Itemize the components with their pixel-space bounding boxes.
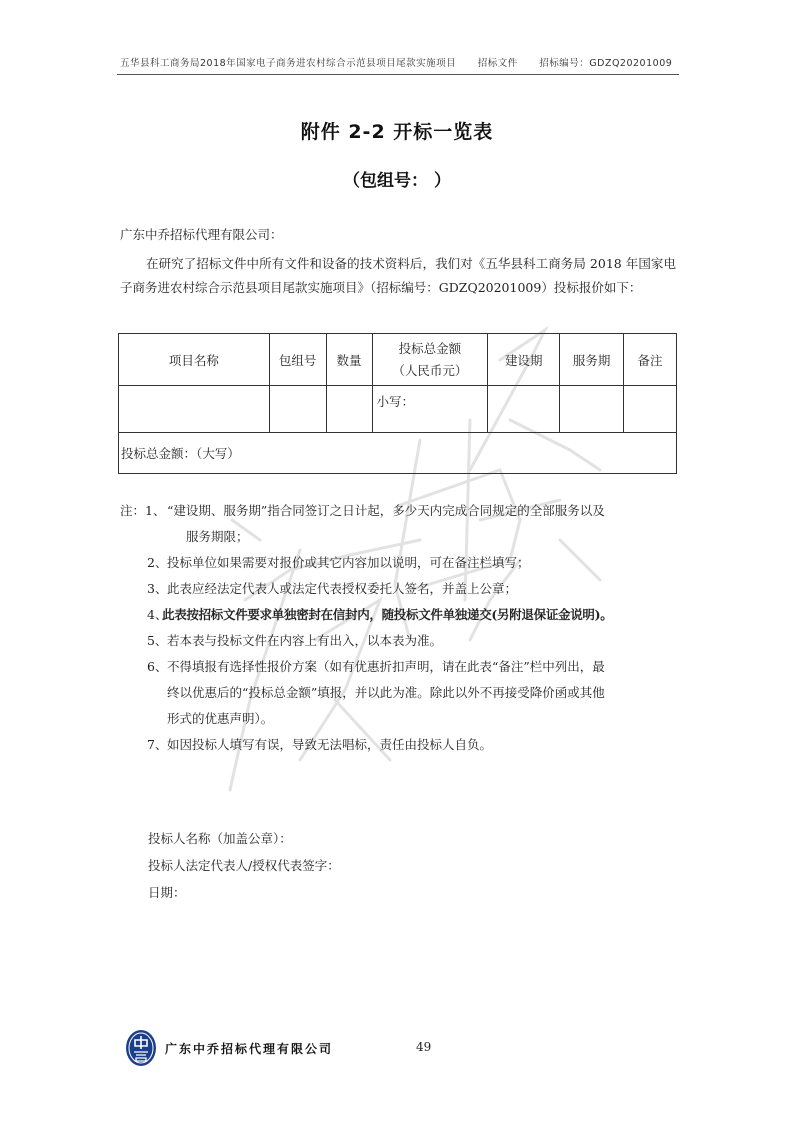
header-divider [117,74,679,75]
header-service-period: 服务期 [560,334,624,386]
lot-number-subtitle: （包组号： ） [343,171,451,191]
header-doc-type: 招标文件 [477,58,518,69]
header-total-amount-line2: （人民币元） [392,362,468,378]
footer-company-name: 广东中乔招标代理有限公司 [165,1042,334,1056]
cell-lot-no[interactable] [269,386,326,433]
note-text: “建设期、服务期”指合同签订之日计起，多少天内完成合同规定的全部服务以及 [167,503,605,518]
header-total-amount-line1: 投标总金额 [398,340,462,356]
note-number: 7、 [147,737,168,752]
notes-section [120,498,680,758]
note-number: 4、 [147,607,168,622]
addressee: 广东中乔招标代理有限公司： [120,227,283,242]
header-lot-no: 包组号 [269,334,326,386]
header-item-name: 项目名称 [119,334,270,386]
note-item [120,602,680,628]
cell-quantity[interactable] [326,386,372,433]
header-build-period: 建设期 [488,334,560,386]
header-quantity: 数量 [326,334,372,386]
note-number: 3、 [147,581,168,596]
header-remarks: 备注 [624,334,677,386]
table-row [119,386,677,433]
note-text: 此表应经法定代表人或法定代表授权委托人签名，并盖上公章； [167,581,518,596]
cell-amount-small[interactable]: 小写： [372,386,488,433]
note-text: 若本表与投标文件在内容上有出入，以本表为准。 [167,633,443,648]
note-item [120,550,680,576]
note-number: 6、 [147,659,168,674]
intro-paragraph: 在研究了招标文件中所有文件和设备的技术资料后，我们对《五华县科工商务局 2018 年国家电子商务进农村综合示范县项目尾款实施项目》（招标编号：GDZQ20201009）投标报价如下： [120,256,676,295]
page-number: 49 [416,1040,432,1054]
bid-opening-table [118,333,677,474]
note-item [120,576,680,602]
table-total-row [119,433,677,474]
table-header-row [119,334,677,386]
note-number: 5、 [147,633,168,648]
note-text-cont: 形式的优惠声明）。 [167,711,274,726]
note-text-cont: 服务期限； [186,529,249,544]
representative-signature-field[interactable]: 投标人法定代表人/授权代表签字： [148,858,340,873]
note-text-cont: 终以优惠后的“投标总金额”填报，并以此为准。除此以外不再接受降价函或其他 [167,685,605,700]
note-item [120,628,680,654]
note-text: 投标单位如果需要对报价或其它内容加以说明，可在备注栏填写； [167,555,530,570]
date-field[interactable]: 日期： [148,885,186,900]
cell-remarks[interactable] [624,386,677,433]
cell-service-period[interactable] [560,386,624,433]
note-number: 1、 [145,503,166,518]
note-number: 2、 [147,555,168,570]
cell-item-name[interactable] [119,386,270,433]
note-item [120,732,680,758]
running-header [120,55,676,69]
notes-prefix: 注： [120,503,146,518]
note-text: 不得填报有选择性报价方案（如有优惠折扣声明，请在此表“备注”栏中列出，最 [167,659,605,674]
note-text: 此表按招标文件要求单独密封在信封内，随投标文件单独递交(另附退保证金说明)。 [162,607,613,622]
company-logo [124,1028,158,1068]
cell-total-amount-words[interactable]: 投标总金额：（大写） [119,433,677,474]
cell-build-period[interactable] [488,386,560,433]
note-item [120,654,680,732]
note-item [120,498,680,550]
page-title: 附件 2-2 开标一览表 [300,121,494,143]
bidder-name-field[interactable]: 投标人名称（加盖公章）： [148,831,292,846]
note-text: 如因投标人填写有误，导致无法唱标，责任由投标人自负。 [167,737,493,752]
header-tender-no: 招标编号：GDZQ20201009 [539,58,673,69]
header-project: 五华县科工商务局2018年国家电子商务进农村综合示范县项目尾款实施项目 [120,58,457,69]
header-total-amount [372,334,488,386]
